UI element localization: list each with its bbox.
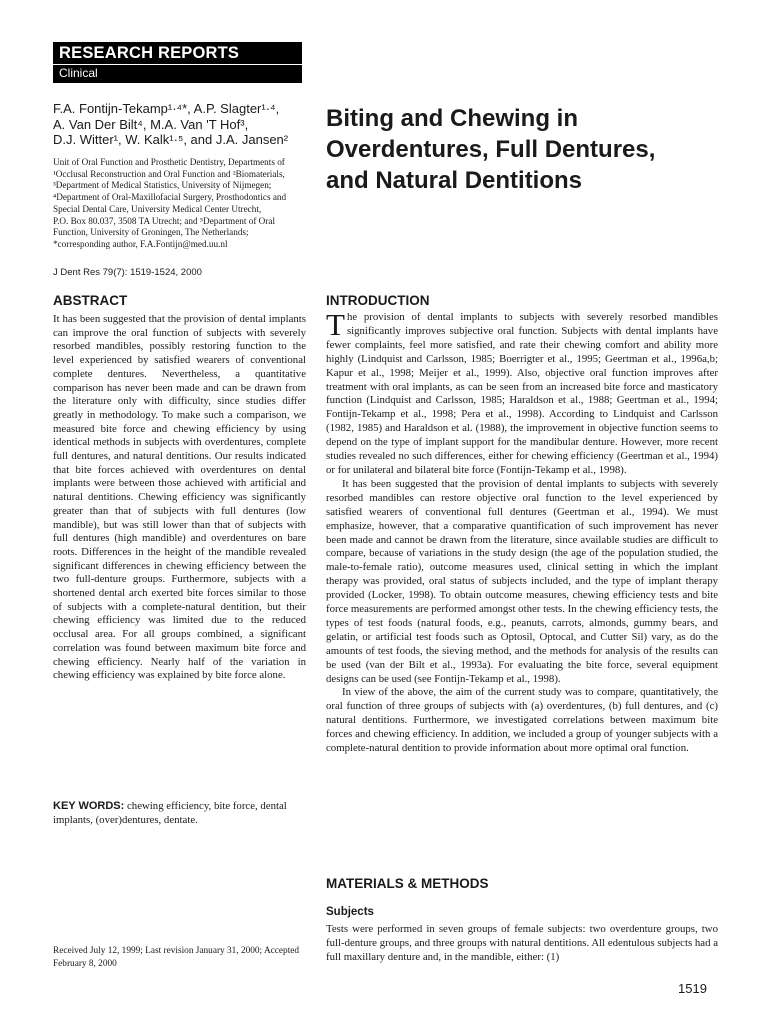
intro-paragraph (326, 307, 718, 478)
title-line: Biting and Chewing in (326, 105, 578, 132)
article-title (326, 103, 726, 196)
affiliation-line: Unit of Oral Function and Prosthetic Dentistry, Departments of (53, 157, 285, 167)
intro-paragraph: In view of the above, the aim of the current study was to compare, quantitatively, the oral function of three groups of subjects with (a) overdentures, (b) full dentures, and (c) natural dentitions. Furthermore, we investigated correlations between maximum bite forces and chewing efficiency. In addition, we included a group of younger subjects with a complete-natural dentition to provide information about more optimal oral function. (326, 686, 718, 755)
affiliation-line: Function, University of Groningen, The Netherlands; (53, 227, 249, 238)
affiliations (53, 157, 315, 251)
subsection-label: Clinical (53, 64, 302, 83)
section-label: RESEARCH REPORTS (59, 44, 240, 62)
received-dates: Received July 12, 1999; Last revision January 31, 2000; Accepted February 8, 2000 (53, 946, 300, 969)
subjects-subheading: Subjects (326, 906, 374, 918)
author-line: A. Van Der Bilt⁴, M.A. Van 'T Hof³, (53, 116, 249, 132)
introduction-heading: INTRODUCTION (326, 293, 430, 308)
keywords-text: chewing efficiency, bite force, dental implants, (over)dentures, dentate. (53, 800, 287, 826)
title-line: and Natural Dentitions (326, 167, 583, 194)
abstract-heading: ABSTRACT (53, 293, 128, 308)
affiliation-line: *corresponding author, F.A.Fontijn@med.uu.nl (53, 238, 228, 249)
author-list (53, 101, 313, 148)
affiliation-line: Special Dental Care, University Medical Center Utrecht, (53, 203, 262, 214)
author-line: D.J. Witter¹, W. Kalk¹·⁵, and J.A. Jansen² (53, 132, 289, 147)
author-line: F.A. Fontijn-Tekamp¹·⁴*, A.P. Slagter¹·⁴, (53, 101, 280, 116)
methods-text: Tests were performed in seven groups of female subjects: two overdenture groups, two full-denture groups, and three groups with natural dentitions. All edentulous subjects had a full maxillary denture and, in the mandible, either: (1) (326, 923, 718, 963)
intro-paragraph-text: he provision of dental implants to subjects with severely resorbed mandibles significantly improves subjective oral function. Subjects with dental implants have fewer complaints, feel more satisfied, and rate their chewing comfort and ability more highly (Lindquist and Carlsson, 1985; Boerrigter et al., 1995; Geertman et al., 1996a,b; Kapur et al., 1998; Meijer et al., 1999). Also, objective oral function improves after treatment with oral implants, as can be seen from an increased bite force and masticatory function (Lindquist and Carlsson, 1985; Haraldson et al., 1988; Geertman et al., 1994; Fontijn-Tekamp et al., 1998; Pera et al., 1998). According to Lindquist and Carlsson (1982, 1985) and Haraldson et al. (1988), the improvement in objective function seems to depend on the type of implant support for the mandibular denture. However, more recent studies revealed no such differences, either for chewing efficiency (Geertman et al., 1994) or for unilateral and bilateral bite force (Fontijn-Tekamp et al., 1998). (326, 311, 718, 476)
page-number: 1519 (678, 981, 707, 996)
affiliation-line: ³Department of Medical Statistics, University of Nijmegen; (53, 180, 272, 191)
keywords (53, 800, 306, 828)
section-banner (53, 42, 302, 83)
affiliation-line: ⁴Department of Oral-Maxillofacial Surgery, Prosthodontics and (53, 192, 287, 203)
abstract-text: It has been suggested that the provision of dental implants can improve the oral function of subjects with severely resorbed mandibles, possibly restoring function to the level experienced by satisfied wearers of conventional complete dentures. Nevertheless, a quantitative comparison has never been made and can be drawn from the literature only with difficulty, since studies differ greatly in methodology. To make such a comparison, we measured bite force and chewing efficiency by using identical methods in subjects with overdentures, complete full dentures, and natural dentitions. Our results indicated that bite forces achieved with overdentures on dental implants were between those achieved with artificial and natural dentitions. Chewing efficiency was significantly greater than that of subjects with full dentures (low mandible), but was still lower than that of subjects with full dentures (high mandible) and overdentures on bare roots. Differences in the height of the mandible revealed significant differences in chewing efficiency between the two full-denture groups. Furthermore, subjects with a shortened dental arch exerted bite forces similar to those of subjects with a complete-natural dentition, but their chewing efficiency was limited due to the reduced occlusal area. For all groups combined, a significant correlation was found between maximum bite force and chewing efficiency. Nearly half of the variation in chewing efficiency was explained by bite force alone. (53, 313, 306, 682)
affiliation-line: P.O. Box 80.037, 3508 TA Utrecht; and ⁵Department of Oral (53, 215, 275, 226)
intro-paragraph: It has been suggested that the provision of dental implants to subjects with severely resorbed mandibles can restore objective oral function to the level experienced by satisfied wearers of conventional full dentures (Geertman et al., 1994). We must emphasize, however, that a comparative quantification of such improvement has never been made and cannot be drawn from the literature, since available studies are difficult to compare, because of variations in the study design (the age of the population studied, the male-to-female ratio), outcome measures used, clinical setting in which the implant therapy was provided, oral status of subjects included, and the type of implant therapy provided (Locker, 1998). To obtain outcome measures, chewing efficiency tests and bite force measurements are performed amongst other tests. In the chewing efficiency tests, the types of test foods (natural foods, e.g., peanuts, carrots, almonds, gummy bears, and gelatin, or artificial test foods such as Optosil, Optocal, and Cutter Sil) vary, as do the amounts of test foods, the sieving method, and the methods for analysis of the results can be used (van der Bilt et al., 1993a). For evaluating the bite force, several equipment designs can be used (see Fontijn-Tekamp et al., 1998). (326, 477, 718, 685)
methods-heading: MATERIALS & METHODS (326, 876, 489, 891)
drop-cap: T (326, 307, 345, 342)
title-line: Overdentures, Full Dentures, (326, 136, 656, 163)
journal-citation: J Dent Res 79(7): 1519-1524, 2000 (53, 267, 202, 278)
introduction-body (326, 307, 718, 756)
affiliation-line: ¹Occlusal Reconstruction and Oral Function and ²Biomaterials, (53, 168, 285, 179)
keywords-label: KEY WORDS: (53, 800, 125, 812)
